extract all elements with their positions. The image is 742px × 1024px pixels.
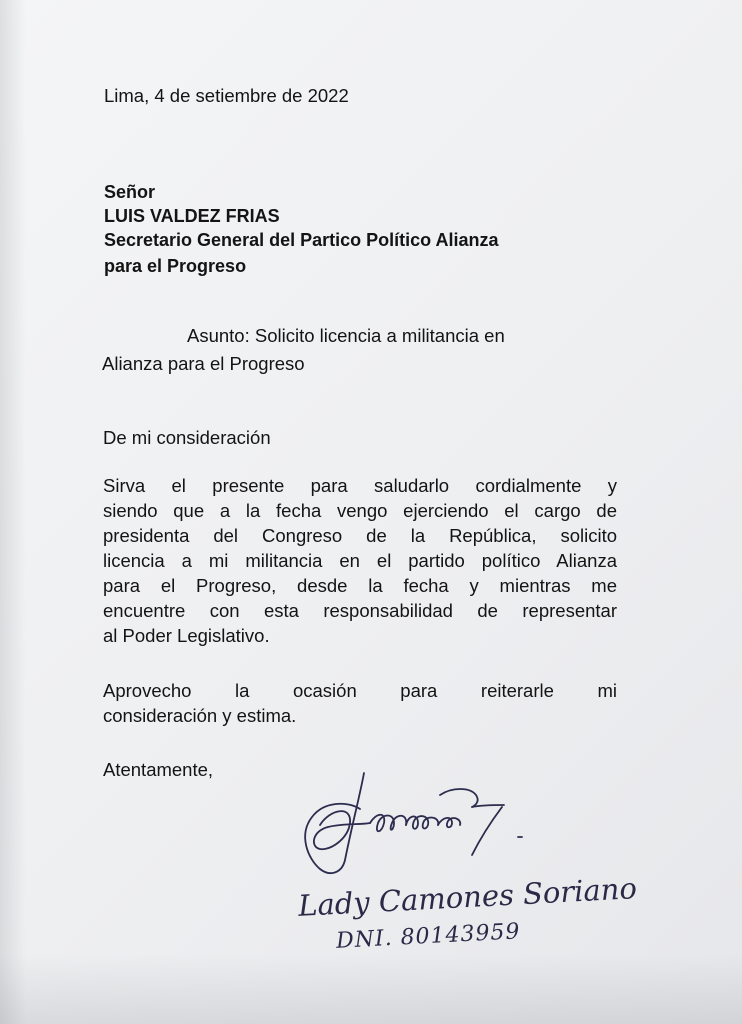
body-line: encuentre con esta responsabilidad de representar bbox=[103, 600, 617, 621]
body-line: Sirva el presente para saludarlo cordialmente y bbox=[103, 475, 617, 496]
body-paragraph-2 bbox=[103, 678, 617, 728]
body-line: licencia a mi militancia en el partido político Alianza bbox=[103, 550, 617, 571]
letter-date: Lima, 4 de setiembre de 2022 bbox=[104, 85, 349, 106]
recipient-title-line2: para el Progreso bbox=[104, 256, 247, 276]
handwritten-id: DNI. 80143959 bbox=[335, 919, 522, 954]
greeting: De mi consideración bbox=[103, 427, 271, 448]
body-line: Aprovecho la ocasión para reiterarle mi bbox=[103, 680, 617, 701]
body-line: al Poder Legislativo. bbox=[103, 625, 270, 646]
page-shadow-bottom bbox=[0, 954, 742, 1024]
recipient-title-line1: Secretario General del Partico Político Alianza bbox=[104, 230, 499, 250]
body-line: siendo que a la fecha vengo ejerciendo el cargo de bbox=[103, 500, 617, 521]
handwritten-name: Lady Camones Soriano bbox=[297, 871, 638, 923]
closing: Atentamente, bbox=[103, 759, 214, 780]
body-line: consideración y estima. bbox=[103, 705, 297, 726]
recipient-name: LUIS VALDEZ FRIAS bbox=[104, 206, 280, 226]
body-line: para el Progreso, desde la fecha y mientras me bbox=[103, 575, 617, 596]
signature-scribble bbox=[290, 765, 540, 885]
page-shadow-left bbox=[0, 0, 26, 1024]
body-line: presidenta del Congreso de la República, solicito bbox=[103, 525, 617, 546]
subject-line2: Alianza para el Progreso bbox=[102, 353, 305, 374]
recipient-salutation: Señor bbox=[104, 182, 156, 202]
subject-line1: Asunto: Solicito licencia a militancia en bbox=[187, 325, 505, 346]
body-paragraph-1 bbox=[103, 473, 617, 648]
